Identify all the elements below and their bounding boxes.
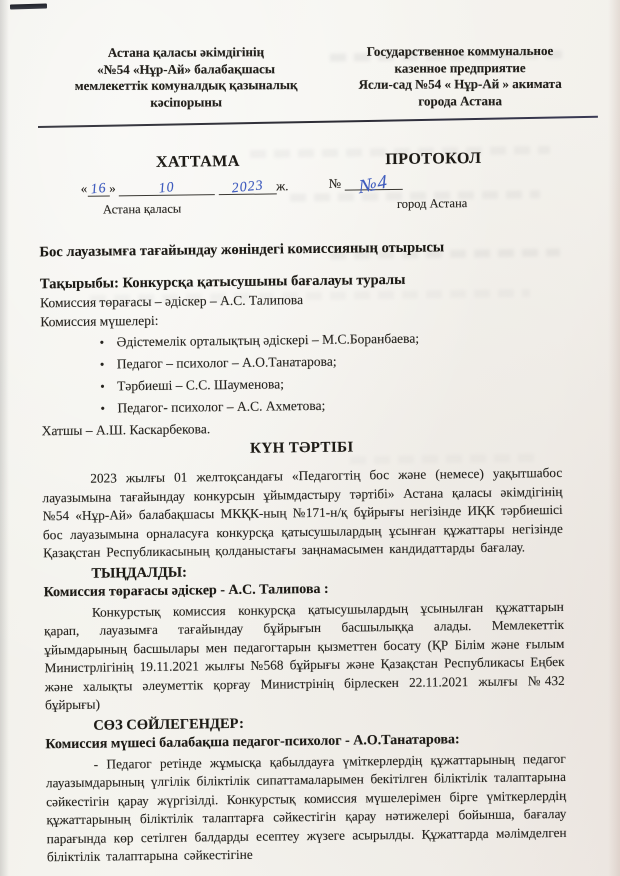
staple-mark (10, 4, 47, 10)
date-line (81, 177, 316, 198)
doc-title-ru: ПРОТОКОЛ (385, 149, 482, 169)
bullet-dot-icon: • (99, 356, 105, 372)
member-name: Педагог – психолог – А.О.Танатарова; (116, 353, 337, 372)
date-quote-close: » (109, 180, 116, 196)
heard-heading: ТЫҢДАЛДЫ: (91, 564, 187, 582)
speeches-heading: СӨЗ СӨЙЛЕГЕНДЕР: (93, 715, 244, 734)
bullet-dot-icon: • (99, 334, 105, 350)
agenda-paragraph: 2023 жылғы 01 желтоқсандағы «Педагогтің бос және (немесе) уақытшабос лауазымына тағайындау конкурсын ұйымдастыру тәртібі» Астана қаласы әкімдігінің №54 «Нұр-Ай» балабақшасы МКҚК-ның №171-н/қ бұйрығы негізінде ИҚК тәрбиешісі бос лауазымына орналасуға конкурсқа қатысушылардың ұсынған құжаттары негізінде Қазақстан Республикасының қолданыстағы заңнамасымен кандидаттарды бағалау. (42, 464, 563, 561)
date-quote-open: « (80, 180, 88, 196)
meeting-title: Бос лауазымға тағайындау жөніндегі комиссияның отырысы (39, 239, 445, 261)
topic-line: Тақырыбы: Конкурсқа қатысушыны бағалауы туралы (39, 271, 406, 293)
protocol-number-blank (344, 171, 402, 199)
place-kazakh: Астана қаласы (102, 201, 182, 217)
member-item (99, 350, 561, 373)
commission-members-list (41, 328, 562, 418)
date-year-blank (218, 180, 276, 195)
member-item (100, 372, 561, 395)
date-day-handwritten: 16 (89, 180, 107, 198)
speech-speaker-line: Комиссия мүшесі балабақша педагог-психолог - А.О.Танатарова: (45, 731, 460, 752)
org-name-russian: Государственное коммунальное казенное предприятие Ясли-сад №54 « Нұр-Ай » акимата города Астана (358, 42, 562, 109)
member-name: Әдістемелік орталықтың әдіскері – М.С.Боранбаева; (116, 330, 420, 350)
chairperson-line: Комиссия төрағасы – әдіскер – А.С. Талипова (40, 292, 304, 311)
heard-paragraph: Конкурстық комиссия конкурсқа қатысушылардың ұсынылған құжаттарын қарап, лауазымға тағайындау бұйрығын басшылыққа алады. Мемлекеттік ұйымдарының басшылары мен педагогтарын қызметтен босату (ҚР Білім және ғылым Министрлігінің 19.11.2021 жылғы №568 бұйрығы және Қазақстан Республикасы Еңбек және халықты әлеуметтік қорғау Министрінің бірлескен 22.11.2021 жылғы №432 бұйрығы) (44, 598, 565, 713)
member-item (100, 394, 561, 417)
org-name-kazakh: Астана қаласы әкімдігінің «№54 «Нұр-Ай» балабақшасы мемлекеттік комуналдық қазыналық кәсіпорыны (74, 44, 298, 110)
date-year-handwritten: 2023 (230, 178, 264, 197)
member-item (99, 328, 560, 351)
doc-title-kk: ХАТТАМА (155, 152, 240, 171)
protocol-number-line (328, 171, 539, 199)
protocol-title-row (38, 149, 559, 219)
speech-paragraph: - Педагог ретінде жұмысқа қабылдауға үміткерлердің құжаттарының педагог лауазымдарының үлгілік біліктілік сипаттамаларымен бекітілген біліктілік талаптарына сәйкестігін қарау жүргізілді. Конкурстық комиссия мүшелерімен бірге үміткерлердің құжаттарының біліктілік талаптарға сәйкестігін қарау нәтижелері бойынша, бағалау парағында көр сетілген балдарды есептеу жүзеге асырылды. Құжаттарда мәлімделген біліктілік талаптарына сәйкестігіне (45, 750, 567, 865)
protocol-number-label: № (328, 175, 342, 191)
secretary-line: Хатшы – А.Ш. Каскарбекова. (41, 421, 211, 439)
protocol-number-handwritten: №4 (358, 171, 389, 199)
member-name: Педагог- психолог – А.С. Ахметова; (117, 397, 326, 416)
member-name: Тәрбиеші – С.С. Шауменова; (117, 376, 285, 394)
protocol-title-kazakh-block (80, 152, 316, 219)
date-day-blank (87, 182, 109, 196)
date-month-handwritten: 10 (158, 179, 176, 197)
date-suffix: ж. (276, 178, 289, 194)
agenda-heading: КҮН ТӘРТІБІ (250, 439, 354, 457)
members-label: Комиссия мүшелері: (40, 312, 159, 330)
bullet-dot-icon: • (100, 378, 105, 394)
heard-speaker-line: Комиссия төрағасы әдіскер - А.С. Талипова : (43, 581, 329, 600)
place-russian: город Астана (396, 196, 468, 211)
bullet-dot-icon: • (100, 400, 106, 416)
letterhead (0, 0, 620, 111)
protocol-title-russian-block (328, 149, 539, 216)
date-month-blank (119, 181, 215, 196)
